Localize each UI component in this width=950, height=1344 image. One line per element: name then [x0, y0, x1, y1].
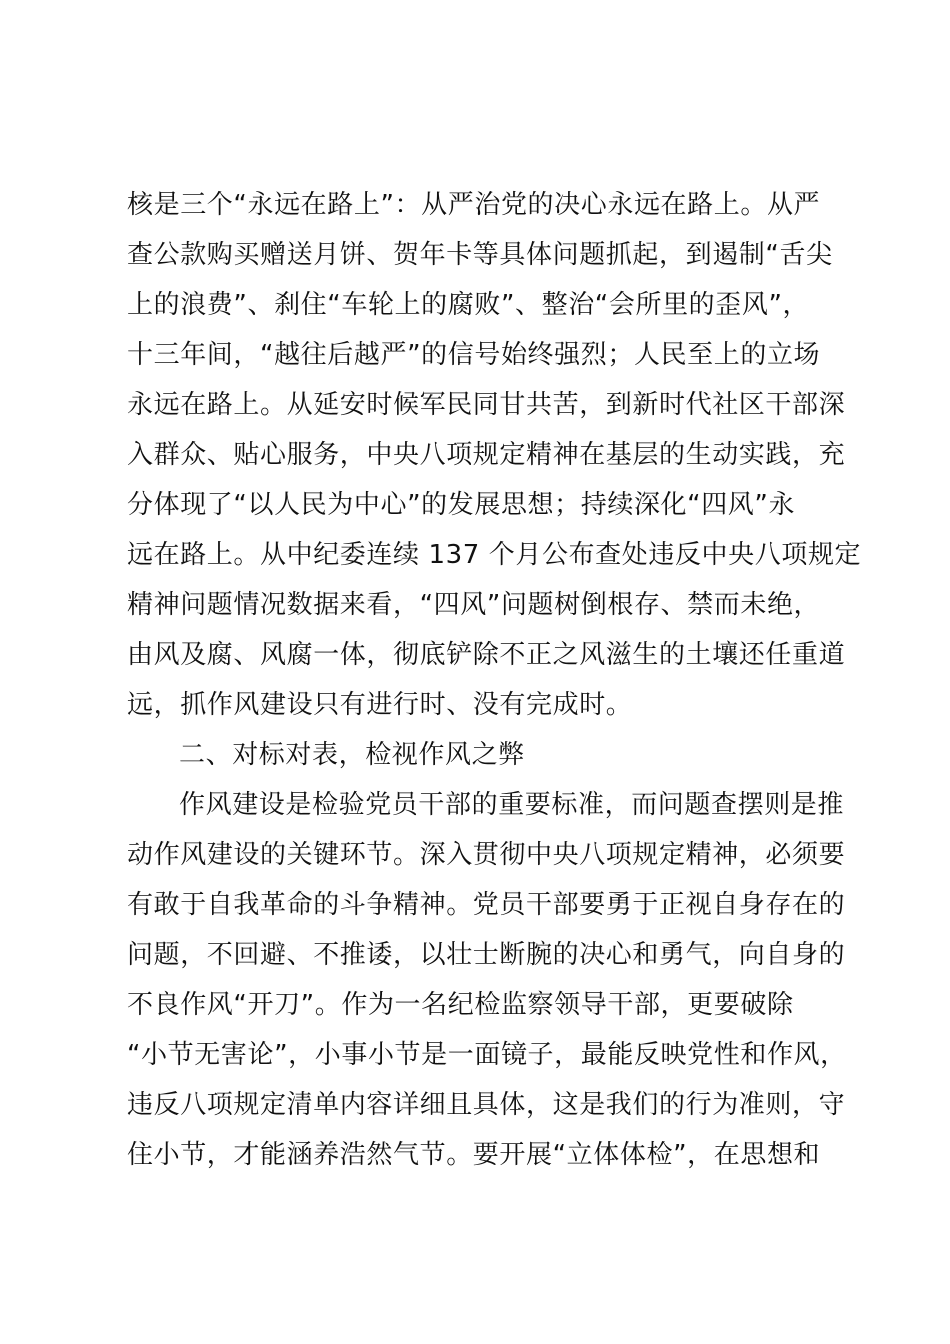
text-line: 远，抓作风建设只有进行时、没有完成时。 [127, 690, 633, 720]
text-line: 核是三个“永远在路上”：从严治党的决心永远在路上。从严 [127, 190, 821, 220]
text-line: 精神问题情况数据来看，“四风”问题树倒根存、禁而未绝， [127, 590, 821, 620]
paragraph-first-line: 作风建设是检验党员干部的重要标准，而问题查摆则是推 [179, 790, 845, 820]
text-line: 十三年间，“越往后越严”的信号始终强烈；人民至上的立场 [127, 340, 821, 370]
text-line: 由风及腐、风腐一体，彻底铲除不正之风滋生的土壤还任重道 [127, 640, 846, 670]
text-line: 动作风建设的关键环节。深入贯彻中央八项规定精神，必须要 [127, 840, 846, 870]
body-text [127, 180, 862, 1180]
text-line: 永远在路上。从延安时候军民同甘共苦，到新时代社区干部深 [127, 390, 846, 420]
text-line: 分体现了“以人民为中心”的发展思想；持续深化“四风”永 [127, 490, 796, 520]
text-line: 远在路上。从中纪委连续 137 个月公布查处违反中央八项规定 [127, 540, 862, 570]
text-line: 问题，不回避、不推诿，以壮士断腕的决心和勇气，向自身的 [127, 940, 846, 970]
text-line: 有敢于自我革命的斗争精神。党员干部要勇于正视自身存在的 [127, 890, 846, 920]
text-line: 住小节，才能涵养浩然气节。要开展“立体体检”，在思想和 [127, 1140, 821, 1170]
section-heading: 二、对标对表，检视作风之弊 [179, 740, 525, 770]
text-line: 上的浪费”、刹住“车轮上的腐败”、整治“会所里的歪风”， [127, 290, 810, 320]
text-line: 不良作风“开刀”。作为一名纪检监察领导干部，更要破除 [127, 990, 794, 1020]
text-line: 入群众、贴心服务，中央八项规定精神在基层的生动实践，充 [127, 440, 846, 470]
text-line: 查公款购买赠送月饼、贺年卡等具体问题抓起，到遏制“舌尖 [127, 240, 833, 270]
text-line: “小节无害论”，小事小节是一面镜子，最能反映党性和作风， [127, 1040, 847, 1070]
text-line: 违反八项规定清单内容详细且具体，这是我们的行为准则，守 [127, 1090, 846, 1120]
